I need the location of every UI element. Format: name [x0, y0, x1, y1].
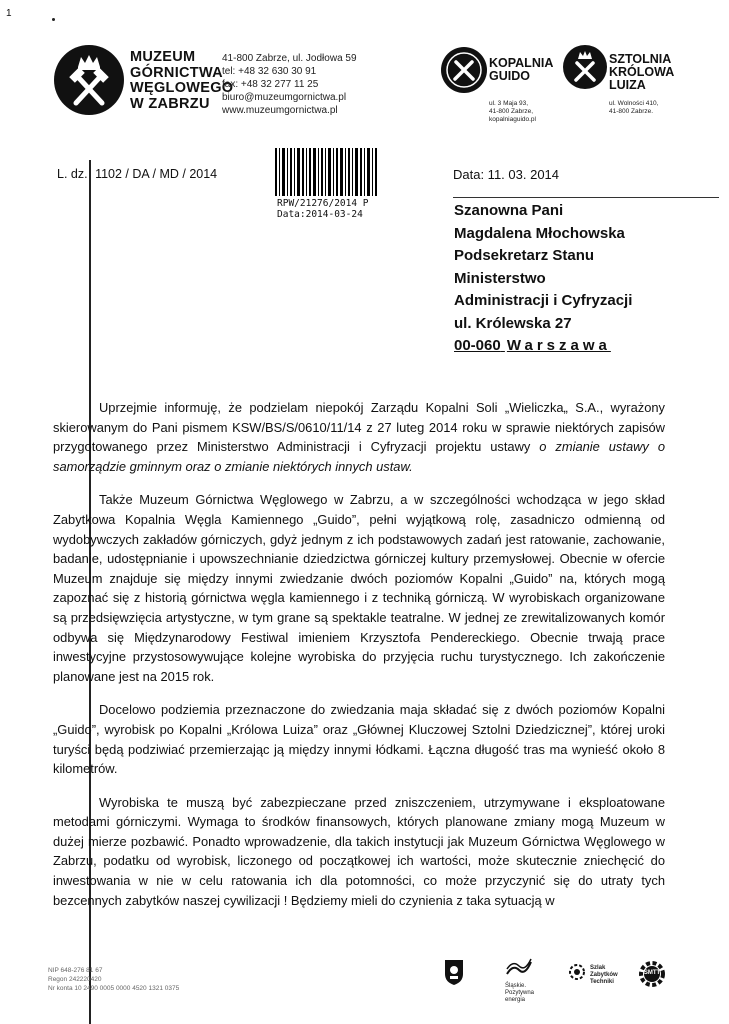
recipient-ministry: Ministerstwo — [454, 269, 546, 287]
museum-email[interactable]: biuro@muzeumgornictwa.pl — [222, 92, 347, 103]
reference-prefix: L. dz. — [57, 167, 88, 181]
guido-name-line: KOPALNIA — [489, 56, 554, 70]
guido-address-line: ul. 3 Maja 93, — [489, 100, 529, 107]
szlak-line: Zabytków — [590, 972, 618, 978]
recipient-street: ul. Królewska 27 — [454, 314, 572, 332]
recipient-ministry-name: Administracji i Cyfryzacji — [454, 292, 633, 309]
letter-body — [53, 398, 665, 924]
barcode — [275, 148, 379, 196]
barcode-registry: RPW/21276/2014 P — [277, 198, 369, 209]
letter-date: Data: 11. 03. 2014 — [453, 167, 560, 182]
hammers-icon — [441, 47, 487, 93]
museum-logo — [54, 45, 124, 115]
body-paragraph-1-text: Uprzejmie informuję, że podzielam niepokój Zarządu Kopalni Soli „Wieliczka„ S.A., wyrażony skierowanym do Pani pismem KSW/BS/S/0610/11/14 z 27 luteg 2014 roku w sprawie niektórych zapisów przygotowanego przez Ministerstwo Administracji i Cyfryzacji projektu ustawy — [53, 400, 665, 455]
recipient-title: Podsekretarz Stanu — [454, 247, 595, 264]
guido-address — [489, 100, 536, 124]
gear-icon — [566, 963, 588, 981]
recipient-salutation: Szanowna Pani — [454, 202, 564, 219]
law-title: o zmianie ustawy o samorządzie gminnym oraz o zmianie niektórych innych ustaw. — [53, 439, 665, 474]
museum-contact — [222, 52, 357, 117]
body-paragraph-1 — [53, 398, 665, 476]
footer-account: Nr konta 10 2490 0005 0000 4520 1321 0375 — [48, 985, 180, 992]
museum-name — [130, 50, 233, 112]
museum-name-line: WĘGLOWEGO — [130, 80, 234, 96]
szlak-label — [590, 965, 618, 986]
body-paragraph-4: Wyrobiska te muszą być zabezpieczane przed zniszczeniem, utrzymywane i eksploatowane metodami górniczymi. Wymaga to środków finansowych, których planowane zmiany mogą Muzeum w dużej mierze pozbawić. Ponadto wprowadzenie, dla takich instytucji jak Muzeum Górnictwa Węglowego w Zabrzu, podatku od wyrobisk, liczonego od początkowej ich wartości, może skutecznie zniechęcić do inwestowania w nie w celu ratowania ich dla potomności, co może przyczynić się do utraty tych bezcennych zabytków naszej cywilizacji ! Będziemy mieli do czynienia z taka sytuacją w — [53, 794, 665, 908]
date-divider — [453, 197, 719, 198]
luiza-address-line: 41-800 Zabrze. — [609, 108, 654, 115]
barcode-date: Data:2014-03-24 — [277, 209, 363, 220]
reference-value: 1102 / DA / MD / 2014 — [95, 167, 218, 181]
smtt-label: SMTT — [643, 970, 661, 976]
museum-name-line: MUZEUM — [130, 49, 196, 65]
footer-regon: Regon 242220420 — [48, 976, 102, 983]
museum-address: 41-800 Zabrze, ul. Jodłowa 59 — [222, 53, 357, 64]
szlak-line: Szlak — [590, 965, 606, 971]
footer-company-info — [48, 966, 179, 993]
museum-phone: tel: +48 32 630 30 91 — [222, 66, 317, 77]
reference-number — [57, 167, 217, 181]
recipient-postcode: 00-060 — [454, 337, 501, 354]
silesia-wave-icon — [505, 958, 533, 978]
luiza-name-line: SZTOLNIA — [609, 52, 672, 66]
page-corner-mark: 1 — [6, 8, 12, 19]
recipient-name: Magdalena Młochowska — [454, 224, 625, 242]
recipient-city — [454, 335, 632, 358]
luiza-logo — [563, 45, 607, 89]
museum-website[interactable]: www.muzeumgornictwa.pl — [222, 105, 338, 116]
szlak-line: Techniki — [590, 979, 614, 985]
footer-nip: NIP 648-276 81 67 — [48, 967, 103, 974]
coat-of-arms-icon — [443, 958, 465, 986]
corner-dot — [52, 18, 55, 21]
guido-website[interactable]: kopalniaguido.pl — [489, 116, 536, 123]
museum-fax: fax: +48 32 277 11 25 — [222, 79, 319, 90]
recipient-block — [454, 200, 632, 358]
recipient-city-name: Warszawa — [506, 337, 611, 354]
luiza-name — [609, 53, 674, 92]
body-paragraph-3: Docelowo podziemia przeznaczone do zwiedzania maja składać się z dwóch poziomów Kopalni „Guido”, wyrobisk po Kopalni „Królowa Luiza” oraz „Głównej Kluczowej Sztolni Dziedzicznej”, której uroki turyści będą podziwiać przemierzając ją między innymi łódkami. Łączna długość tras ma wynieść około 8 kilometrów. — [53, 702, 665, 777]
guido-name-line: GUIDO — [489, 69, 530, 83]
guido-name — [489, 57, 553, 83]
guido-logo — [441, 47, 487, 93]
silesia-caption: Śląskie. Pozytywna energia — [505, 983, 535, 1003]
luiza-address-line: ul. Wolności 410, — [609, 100, 659, 107]
crowned-hammers-icon — [563, 45, 607, 89]
crowned-hammers-icon — [54, 45, 124, 115]
body-paragraph-2: Także Muzeum Górnictwa Węglowego w Zabrzu, a w szczególności wchodząca w jego skład Zabytkowa Kopalnia Węgla Kamiennego „Guido”, pełni wyjątkową rolę, zasadniczo odmienną od wydobywczych zakładów górniczych, gdyż jednym z ich podstawowych zadań jest ratowanie, zachowanie, badanie, udostępnianie i upowszechnianie dziedzictwa górniczej kultury przemysłowej. Obecnie w ofercie Muzeum znajduje się między innymi zwiedzanie dwóch poziomów Kopalni „Guido” na, których mogą zapoznać się z historią górnictwa węgla kamiennego i z techniką górniczą. W wyrobiskach organizowane są przedsięwzięcia artystyczne, w tym grane są spektakle teatralne. W jednej ze zrewitalizowanych komór odbywa się Międzynarodowy Festiwal imieniem Krzysztofa Pendereckiego. Obecnie trwają prace inwestycyjne przystosowywujące kolejne wyrobiska do przyjęcia ruchu turystycznego. Ich zakończenie planowane jest na 2015 rok. — [53, 492, 665, 684]
smtt-logo — [638, 960, 666, 988]
barcode-label — [277, 198, 369, 220]
silesia-logo — [505, 958, 545, 1004]
luiza-name-line: KRÓLOWA — [609, 65, 675, 79]
museum-name-line: GÓRNICTWA — [130, 64, 223, 81]
luiza-name-line: LUIZA — [609, 78, 646, 92]
luiza-address — [609, 100, 658, 116]
museum-name-line: W ZABRZU — [130, 95, 210, 112]
guido-address-line: 41-800 Zabrze, — [489, 108, 534, 115]
